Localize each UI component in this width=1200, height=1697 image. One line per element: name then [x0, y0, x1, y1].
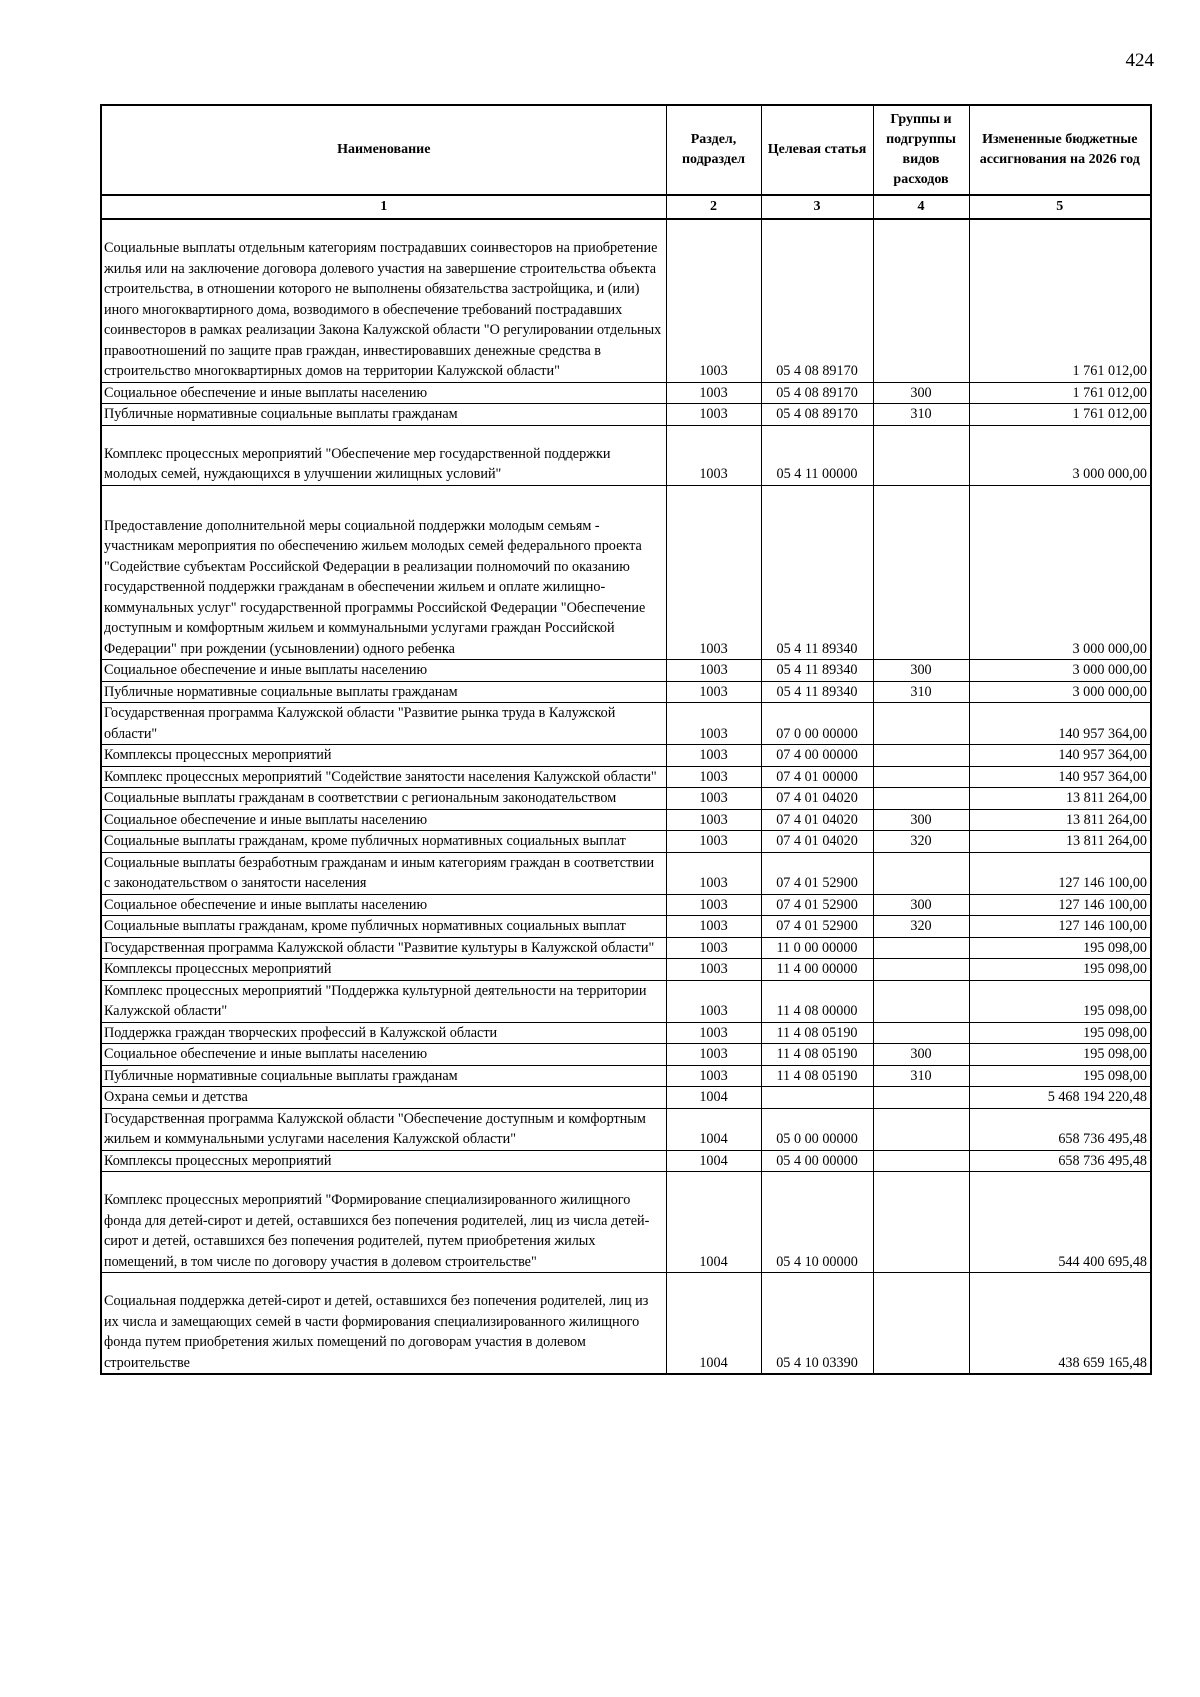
row-amount-cell: 3 000 000,00 [969, 485, 1151, 660]
row-amount-cell: 195 098,00 [969, 1044, 1151, 1066]
row-group-cell [873, 219, 969, 382]
row-target-cell: 05 0 00 00000 [761, 1108, 873, 1150]
header-target: Целевая статья [761, 105, 873, 195]
row-section-cell: 1003 [666, 959, 761, 981]
row-group-cell [873, 980, 969, 1022]
row-target-cell: 05 4 10 00000 [761, 1172, 873, 1273]
row-name-cell: Социальные выплаты безработным гражданам и иным категориям граждан в соответствии с законодательством о занятости населения [101, 852, 666, 894]
row-name-cell: Комплексы процессных мероприятий [101, 959, 666, 981]
row-section-cell: 1003 [666, 937, 761, 959]
page-number: 424 [1125, 50, 1154, 71]
row-section-cell: 1004 [666, 1108, 761, 1150]
row-name-cell: Социальное обеспечение и иные выплаты населению [101, 382, 666, 404]
table-row [101, 1087, 1151, 1109]
table-row [101, 766, 1151, 788]
row-group-cell [873, 485, 969, 660]
row-group-cell: 300 [873, 382, 969, 404]
row-group-cell [873, 425, 969, 485]
row-target-cell: 07 4 01 52900 [761, 916, 873, 938]
row-target-cell: 05 4 08 89170 [761, 404, 873, 426]
column-number-4: 4 [873, 195, 969, 219]
table-body [101, 219, 1151, 1374]
table-row [101, 425, 1151, 485]
table-row [101, 809, 1151, 831]
row-name-cell: Охрана семьи и детства [101, 1087, 666, 1109]
table-header-row [101, 105, 1151, 195]
table-row [101, 745, 1151, 767]
row-group-cell [873, 788, 969, 810]
row-group-cell: 310 [873, 1065, 969, 1087]
row-target-cell: 07 4 01 00000 [761, 766, 873, 788]
budget-table [100, 104, 1152, 1375]
row-section-cell: 1003 [666, 1022, 761, 1044]
row-amount-cell: 1 761 012,00 [969, 404, 1151, 426]
row-name-cell: Социальное обеспечение и иные выплаты населению [101, 1044, 666, 1066]
row-name-cell: Государственная программа Калужской области "Обеспечение доступным и комфортным жильем и коммунальными услугами населения Калужской области" [101, 1108, 666, 1150]
row-name-cell: Публичные нормативные социальные выплаты гражданам [101, 681, 666, 703]
row-amount-cell: 3 000 000,00 [969, 425, 1151, 485]
row-name-cell: Комплекс процессных мероприятий "Формирование специализированного жилищного фонда для детей-сирот и детей, оставшихся без попечения родителей, лиц из числа детей-сирот и детей, оставшихся без попечения родителей, путем приобретения жилых помещений, в том числе по договору участия в долевом строительстве" [101, 1172, 666, 1273]
row-target-cell: 07 4 01 52900 [761, 852, 873, 894]
row-section-cell: 1003 [666, 425, 761, 485]
row-target-cell: 07 4 00 00000 [761, 745, 873, 767]
row-amount-cell: 13 811 264,00 [969, 788, 1151, 810]
column-number-3: 3 [761, 195, 873, 219]
row-group-cell [873, 1150, 969, 1172]
row-target-cell: 05 4 08 89170 [761, 219, 873, 382]
column-number-5: 5 [969, 195, 1151, 219]
row-group-cell: 300 [873, 809, 969, 831]
row-target-cell: 05 4 08 89170 [761, 382, 873, 404]
row-group-cell [873, 1022, 969, 1044]
row-group-cell [873, 703, 969, 745]
row-target-cell: 07 4 01 04020 [761, 809, 873, 831]
row-target-cell: 05 4 00 00000 [761, 1150, 873, 1172]
row-group-cell [873, 745, 969, 767]
row-name-cell: Социальные выплаты гражданам, кроме публичных нормативных социальных выплат [101, 916, 666, 938]
header-name: Наименование [101, 105, 666, 195]
row-target-cell: 05 4 11 00000 [761, 425, 873, 485]
row-target-cell: 11 4 08 05190 [761, 1044, 873, 1066]
row-amount-cell: 438 659 165,48 [969, 1273, 1151, 1375]
row-name-cell: Публичные нормативные социальные выплаты гражданам [101, 404, 666, 426]
row-target-cell: 11 4 00 00000 [761, 959, 873, 981]
row-amount-cell: 544 400 695,48 [969, 1172, 1151, 1273]
table-row [101, 1022, 1151, 1044]
row-group-cell [873, 1087, 969, 1109]
row-group-cell: 320 [873, 831, 969, 853]
table-row [101, 703, 1151, 745]
column-number-2: 2 [666, 195, 761, 219]
row-group-cell [873, 937, 969, 959]
row-name-cell: Социальные выплаты отдельным категориям пострадавших соинвесторов на приобретение жилья или на заключение договора долевого участия на завершение строительства объекта строительства, в отношении которого не выполнены обязательства застройщика, и (или) иного многоквартирного дома, возводимого в обеспечение требований пострадавших соинвесторов в рамках реализации Закона Калужской области "О регулировании отдельных правоотношений по защите прав граждан, инвестировавших денежные средства в строительство многоквартирных домов на территории Калужской области" [101, 219, 666, 382]
row-target-cell: 11 4 08 00000 [761, 980, 873, 1022]
row-amount-cell: 140 957 364,00 [969, 703, 1151, 745]
table-row [101, 788, 1151, 810]
row-section-cell: 1003 [666, 831, 761, 853]
table-row [101, 980, 1151, 1022]
table-row [101, 681, 1151, 703]
row-amount-cell: 3 000 000,00 [969, 681, 1151, 703]
header-groups: Группы и подгруппы видов расходов [873, 105, 969, 195]
row-amount-cell: 195 098,00 [969, 980, 1151, 1022]
row-section-cell: 1003 [666, 894, 761, 916]
row-amount-cell: 13 811 264,00 [969, 809, 1151, 831]
row-group-cell [873, 766, 969, 788]
table-row [101, 852, 1151, 894]
row-amount-cell: 658 736 495,48 [969, 1108, 1151, 1150]
row-amount-cell: 195 098,00 [969, 959, 1151, 981]
row-section-cell: 1003 [666, 980, 761, 1022]
row-name-cell: Комплекс процессных мероприятий "Обеспечение мер государственной поддержки молодых семей, нуждающихся в улучшении жилищных условий" [101, 425, 666, 485]
row-section-cell: 1003 [666, 852, 761, 894]
row-section-cell: 1004 [666, 1273, 761, 1375]
row-name-cell: Государственная программа Калужской области "Развитие культуры в Калужской области" [101, 937, 666, 959]
table-row [101, 660, 1151, 682]
row-target-cell [761, 1087, 873, 1109]
row-name-cell: Социальное обеспечение и иные выплаты населению [101, 809, 666, 831]
row-amount-cell: 1 761 012,00 [969, 219, 1151, 382]
table-row [101, 485, 1151, 660]
row-amount-cell: 13 811 264,00 [969, 831, 1151, 853]
row-group-cell: 300 [873, 1044, 969, 1066]
row-section-cell: 1004 [666, 1150, 761, 1172]
row-section-cell: 1004 [666, 1087, 761, 1109]
table-row [101, 1172, 1151, 1273]
table-row [101, 1108, 1151, 1150]
row-section-cell: 1003 [666, 916, 761, 938]
row-name-cell: Публичные нормативные социальные выплаты гражданам [101, 1065, 666, 1087]
row-section-cell: 1003 [666, 681, 761, 703]
row-name-cell: Социальное обеспечение и иные выплаты населению [101, 894, 666, 916]
table-row [101, 382, 1151, 404]
row-amount-cell: 195 098,00 [969, 1022, 1151, 1044]
row-target-cell: 05 4 11 89340 [761, 681, 873, 703]
row-target-cell: 11 4 08 05190 [761, 1022, 873, 1044]
row-group-cell [873, 1172, 969, 1273]
row-amount-cell: 5 468 194 220,48 [969, 1087, 1151, 1109]
row-name-cell: Социальная поддержка детей-сирот и детей, оставшихся без попечения родителей, лиц из их числа и замещающих семей в части формирования специализированного жилищного фонда путем приобретения жилых помещений по договорам участия в долевом строительстве [101, 1273, 666, 1375]
table-row [101, 1273, 1151, 1375]
row-target-cell: 07 4 01 04020 [761, 788, 873, 810]
row-amount-cell: 658 736 495,48 [969, 1150, 1151, 1172]
row-section-cell: 1003 [666, 660, 761, 682]
row-name-cell: Комплексы процессных мероприятий [101, 1150, 666, 1172]
row-name-cell: Комплекс процессных мероприятий "Поддержка культурной деятельности на территории Калужской области" [101, 980, 666, 1022]
row-target-cell: 05 4 10 03390 [761, 1273, 873, 1375]
row-section-cell: 1003 [666, 382, 761, 404]
row-amount-cell: 3 000 000,00 [969, 660, 1151, 682]
table-row [101, 937, 1151, 959]
row-amount-cell: 140 957 364,00 [969, 766, 1151, 788]
table-row [101, 1065, 1151, 1087]
row-target-cell: 07 4 01 52900 [761, 894, 873, 916]
row-group-cell: 310 [873, 404, 969, 426]
table-row [101, 404, 1151, 426]
row-amount-cell: 127 146 100,00 [969, 894, 1151, 916]
row-section-cell: 1003 [666, 219, 761, 382]
row-amount-cell: 1 761 012,00 [969, 382, 1151, 404]
row-name-cell: Комплексы процессных мероприятий [101, 745, 666, 767]
table-row [101, 916, 1151, 938]
row-section-cell: 1003 [666, 766, 761, 788]
row-group-cell [873, 852, 969, 894]
table-row [101, 831, 1151, 853]
row-section-cell: 1003 [666, 485, 761, 660]
table-row [101, 1044, 1151, 1066]
row-name-cell: Социальные выплаты гражданам в соответствии с региональным законодательством [101, 788, 666, 810]
row-name-cell: Предоставление дополнительной меры социальной поддержки молодым семьям - участникам мероприятия по обеспечению жильем молодых семей федерального проекта "Содействие субъектам Российской Федерации в реализации полномочий по оказанию государственной поддержки гражданам в обеспечении жильем и оплате жилищно-коммунальных услуг" государственной программы Российской Федерации "Обеспечение доступным и комфортным жильем и коммунальными услугами граждан Российской Федерации" при рождении (усыновлении) одного ребенка [101, 485, 666, 660]
row-target-cell: 07 0 00 00000 [761, 703, 873, 745]
row-target-cell: 07 4 01 04020 [761, 831, 873, 853]
row-group-cell [873, 1273, 969, 1375]
row-name-cell: Государственная программа Калужской области "Развитие рынка труда в Калужской области" [101, 703, 666, 745]
row-amount-cell: 127 146 100,00 [969, 852, 1151, 894]
row-group-cell: 300 [873, 660, 969, 682]
row-section-cell: 1003 [666, 1044, 761, 1066]
row-target-cell: 05 4 11 89340 [761, 485, 873, 660]
row-section-cell: 1003 [666, 745, 761, 767]
row-section-cell: 1003 [666, 404, 761, 426]
table-row [101, 894, 1151, 916]
row-section-cell: 1003 [666, 788, 761, 810]
table-row [101, 959, 1151, 981]
row-group-cell [873, 1108, 969, 1150]
row-amount-cell: 195 098,00 [969, 937, 1151, 959]
row-amount-cell: 127 146 100,00 [969, 916, 1151, 938]
row-group-cell: 320 [873, 916, 969, 938]
table-row [101, 1150, 1151, 1172]
row-group-cell: 300 [873, 894, 969, 916]
row-section-cell: 1003 [666, 1065, 761, 1087]
table-row [101, 219, 1151, 382]
row-name-cell: Комплекс процессных мероприятий "Содействие занятости населения Калужской области" [101, 766, 666, 788]
row-group-cell: 310 [873, 681, 969, 703]
row-section-cell: 1003 [666, 703, 761, 745]
row-name-cell: Поддержка граждан творческих профессий в Калужской области [101, 1022, 666, 1044]
row-amount-cell: 140 957 364,00 [969, 745, 1151, 767]
row-target-cell: 11 0 00 00000 [761, 937, 873, 959]
row-target-cell: 11 4 08 05190 [761, 1065, 873, 1087]
row-group-cell [873, 959, 969, 981]
row-name-cell: Социальное обеспечение и иные выплаты населению [101, 660, 666, 682]
row-name-cell: Социальные выплаты гражданам, кроме публичных нормативных социальных выплат [101, 831, 666, 853]
row-section-cell: 1004 [666, 1172, 761, 1273]
row-amount-cell: 195 098,00 [969, 1065, 1151, 1087]
column-number-1: 1 [101, 195, 666, 219]
table-column-numbers-row [101, 195, 1151, 219]
header-section: Раздел, подраздел [666, 105, 761, 195]
header-amount: Измененные бюджетные ассигнования на 2026 год [969, 105, 1151, 195]
row-target-cell: 05 4 11 89340 [761, 660, 873, 682]
row-section-cell: 1003 [666, 809, 761, 831]
